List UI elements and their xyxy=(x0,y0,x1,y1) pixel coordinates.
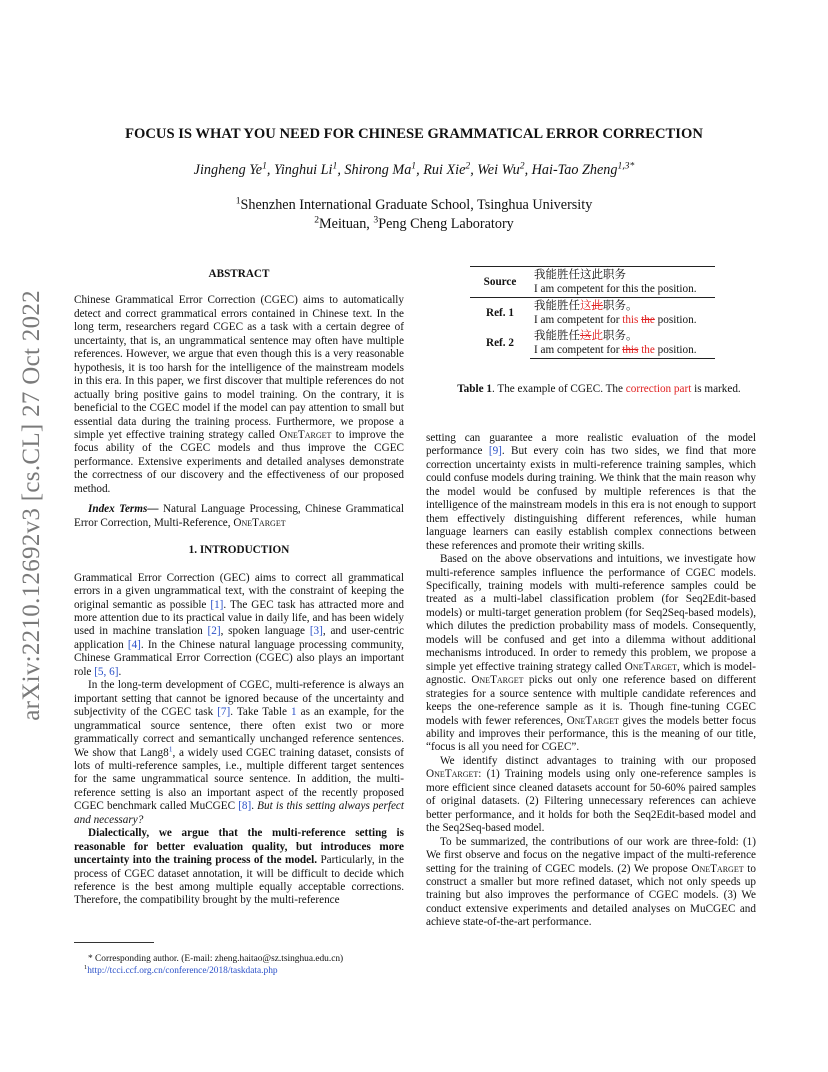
citation-link[interactable]: [4] xyxy=(127,638,141,651)
table-1 xyxy=(470,266,715,359)
left-column xyxy=(74,268,404,908)
citation-link[interactable]: [9] xyxy=(488,445,502,458)
footnote-url-link[interactable]: http://tcci.ccf.org.cn/conference/2018/taskdata.php xyxy=(87,965,278,976)
abstract-text: Chinese Grammatical Error Correction (CGEC) aims to automatically detect and correct grammatical errors contained in Chinese text. In the long term, researchers regard CGEC as a task with a certain degree of uncertainty, that is, an ungrammatical sentence may often have multiple references. However, we argue that even though this is a very reasonable hypothesis, it is too harsh for the intelligence of the mainstream models in this era. In this paper, we first discover that multiple references do not actually bring positive gains to model training. On the contrary, it is beneficial to the CGEC model if the model can pay attention to small but essential data during the training process. Furthermore, we propose a simple yet effective training strategy called OneTarget to improve the focus ability of the CGEC models and thus improve the CGEC performance. Extensive experiments and detailed analyses demonstrate the correctness of our discovery and the effectiveness of our proposed method. xyxy=(74,294,404,495)
footnote-ref-link[interactable]: 1 xyxy=(168,743,173,753)
intro-paragraph-1: Grammatical Error Correction (GEC) aims to correct all grammatical errors in a given ungrammatical text, with the constraint of keeping the original semantic as possible [1]. The GEC task has attracted more and more attention due to its practical value in daily life, and has been widely used in machine translation [2], spoken language [3], and user-centric application [4]. In the Chinese natural language processing community, Chinese Grammatical Error Correction (CGEC) also plays an important role [5, 6]. xyxy=(74,571,404,678)
table-ref-link[interactable]: 1 xyxy=(290,706,297,719)
citation-link[interactable]: [8] xyxy=(238,800,252,813)
example-table xyxy=(470,266,715,359)
body-paragraph: Based on the above observations and intuitions, we investigate how multi-reference samples influence the performance of CGEC models. Specifically, training models with multi-reference samples could be treated as a multi-label classification problem (for Seq2Edit-based models) or multi-target generation problem (for Seq2Seq-based models), which dilutes the prediction probability mass of models. Consequently, models will be confused and get into a dilemma without additional mechanisms introduced. In order to remedy this problem, we propose a simple yet effective training strategy called OneTarget, which is model-agnostic. OneTarget picks out only one reference based on different strategies for a source sentence with multiple candidate references and keeps the one-reference sample as it is. Though fine-tuning CGEC models with fewer references, OneTarget gives the models better focus ability and improves their performance, this is the meaning of our title, “focus is all you need for CGEC”. xyxy=(426,553,756,754)
footnote-1: $^1$http://tcci.ccf.org.cn/conference/2018/taskdata.php xyxy=(84,963,278,976)
intro-paragraph-3: Dialectically, we argue that the multi-reference setting is reasonable for better evaluation quality, but introduces more uncertainty into the training process of the model. Particularly, in the process of CGEC dataset annotation, it will be difficult to decide which reference is the best among multiple equally acceptable corrections. Therefore, the compatibility brought by the multi-reference xyxy=(74,827,404,907)
body-paragraph: To be summarized, the contributions of our work are three-fold: (1) We first observe and focus on the negative impact of the multi-reference setting for the training of CGEC models. (2) We propose OneTarget to construct a smaller but more refined dataset, which not only speeds up training but also improves the performance of CGEC models. (3) We conduct extensive experiments and detailed analyses on MuCGEC and achieve state-of-the-art performance. xyxy=(426,835,756,929)
author-name: Jingheng Ye xyxy=(193,162,263,178)
citation-link[interactable]: [1] xyxy=(210,598,224,611)
citation-link[interactable]: [2] xyxy=(207,625,221,638)
table-row: Ref. 2 我能胜任这此职务。 xyxy=(486,328,638,349)
table-row: Source 我能胜任这此职务 xyxy=(470,267,715,283)
footnote-rule xyxy=(74,942,154,943)
paper-title: FOCUS IS WHAT YOU NEED FOR CHINESE GRAMMATICAL ERROR CORRECTION xyxy=(125,126,703,142)
citation-link[interactable]: [3] xyxy=(309,625,323,638)
author-name: Wei Wu xyxy=(477,162,520,178)
introduction-heading: 1. INTRODUCTION xyxy=(188,544,290,557)
intro-paragraph-2: In the long-term development of CGEC, multi-reference is always an important setting that cannot be ignored because of the uncertainty and subjectivity of the CGEC task [7]. Take Table 1 as an example, for the ungrammatical source sentence, there often exist two or more grammatically correct and semantically unchanged reference sentences. We show that $Lang8^1$, a widely used CGEC training dataset, consists of lots of multi-reference samples, i.e., multiple different target sentences for the same ungrammatical source sentence. In addition, the multi-reference setting is also an important aspect of the recently proposed CGEC benchmark called MuCGEC [8]. But is this setting always perfect and necessary? xyxy=(74,679,404,826)
author-name: Hai-Tao Zheng xyxy=(531,162,618,178)
author-name: Shirong Ma xyxy=(344,162,412,178)
affiliation-line-2: $^2$Meituan, $^3$Peng Cheng Laboratory xyxy=(314,214,514,232)
table-row: I am competent for this the position. xyxy=(534,314,697,326)
corresponding-author-note: * Corresponding author. (E-mail: zheng.haitao@sz.tsinghua.edu.cn) xyxy=(88,954,344,964)
citation-link[interactable]: [7] xyxy=(217,706,231,719)
table-row: I am competent for this the position. xyxy=(534,283,697,295)
footnotes xyxy=(74,942,404,977)
right-column xyxy=(426,432,756,930)
author-name: Rui Xie xyxy=(423,162,466,178)
table-row: I am competent for this the position. xyxy=(470,343,715,359)
body-paragraph: setting can guarantee a more realistic evaluation of the model performance [9]. But every coin has two sides, we find that more correction uncertainty exists in multi-reference training samples, which could confuse models during training. We think that the main reason why the model would be confused by multiple references is that the intelligence of the mainstream models in this era is not enough to support them effectively distinguishing different references, while human language learners can easily establish complex connections between these references and promote their writing skills. xyxy=(426,432,756,552)
author-name: Yinghui Li xyxy=(274,162,333,178)
index-terms: Index Terms— Natural Language Processing, Chinese Grammatical Error Correction, Multi-Reference, OneTarget xyxy=(74,503,404,529)
body-paragraph: We identify distinct advantages to training with our proposed OneTarget: (1) Training models using only one-reference samples is more efficient since cleaned datasets account for 50-60% paired samples of original datasets. (2) Filtering unnecessary references can achieve better performance, and it holds for both the Seq2Edit-based model and the Seq2Seq-based model. xyxy=(426,754,756,835)
arxiv-stamp: arXiv:2210.12692v3 [cs.CL] 27 Oct 2022 xyxy=(18,290,45,721)
affiliation-line-1: $^1$Shenzhen International Graduate School, Tsinghua University xyxy=(235,195,593,213)
abstract-heading: ABSTRACT xyxy=(208,268,270,280)
table-1-caption: Table 1. The example of CGEC. The correction part is marked. xyxy=(457,383,741,395)
citation-link[interactable]: [5, 6] xyxy=(94,665,119,678)
author-list: Jingheng Ye$^1$, Yinghui Li$^1$, Shirong Ma$^1$, Rui Xie$^2$, Wei Wu$^2$, Hai-Tao Zheng$^{1,3*}$ xyxy=(193,160,635,178)
table-row: Ref. 1 我能胜任这此职务。 xyxy=(470,298,715,314)
